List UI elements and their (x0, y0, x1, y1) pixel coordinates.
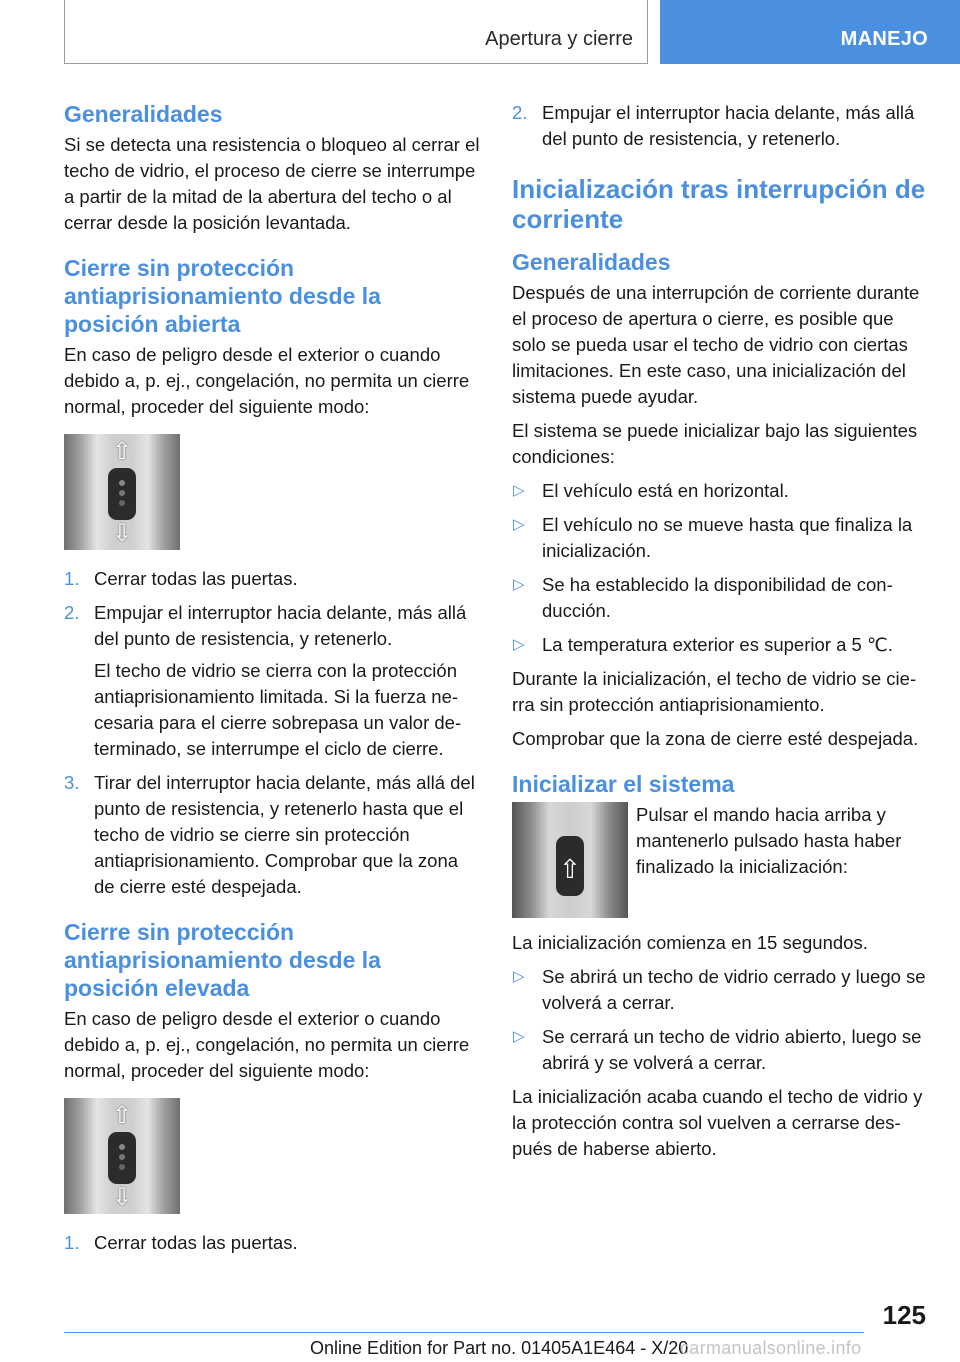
switch-press-image (512, 802, 628, 918)
triangle-bullet-icon: ▷ (513, 1028, 525, 1045)
header-section-box (64, 0, 648, 64)
list-item (512, 100, 928, 152)
paragraph-durante-inicializacion: Durante la inicialización, el techo de vidrio se cierra sin protección antiaprisionamiento. (512, 668, 917, 715)
list-item (64, 566, 480, 592)
step-text: Cerrar todas las puertas. (94, 1232, 298, 1253)
heading-inicializar-sistema: Inicializar el sistema (512, 771, 735, 797)
header-chapter-label: MANEJO (840, 28, 928, 50)
edition-text: Online Edition for Part no. 01405A1E464 - X/20 (310, 1338, 689, 1358)
init-figure (512, 802, 928, 920)
condition-text: El vehículo no se mueve hasta que finaliza la inicialización. (542, 514, 913, 561)
paragraph-interrupcion: Después de una interrupción de corriente durante el proceso de apertura o cierre, es posible que solo se pueda usar el techo de vidrio con ciertas limitaciones. En este caso, una inicialización del sistema puede ayudar. (512, 282, 920, 407)
footer-divider (64, 1332, 864, 1333)
list-item (512, 512, 928, 564)
heading-inicializacion-corriente: Inicialización tras interrupción de corriente (512, 174, 926, 234)
step-number: 2. (512, 102, 528, 123)
header-chapter-tab (660, 0, 960, 64)
triangle-bullet-icon: ▷ (513, 636, 525, 653)
list-item (512, 632, 928, 658)
list-item (64, 600, 480, 762)
init-bullet-text: Se cerrará un techo de vidrio abierto, luego se abrirá y se volverá a cerrar. (542, 1026, 922, 1073)
list-item (512, 572, 928, 624)
switch-push-pull-image (64, 434, 180, 550)
watermark-text: carmanualsonline.info (680, 1338, 862, 1358)
switch-push-pull-image (64, 1098, 180, 1214)
paragraph-generalidades: Si se detecta una resistencia o bloqueo al cerrar el techo de vidrio, el proceso de cierre se interrumpe a partir de la mitad de la abertura del techo o al cerrar desde la posición levantada. (64, 134, 480, 233)
roof-switch-graphic (108, 468, 136, 520)
condition-text: Se ha establecido la disponibilidad de conducción. (542, 574, 893, 621)
roof-switch-graphic (108, 1132, 136, 1184)
list-item (64, 770, 480, 900)
heading-cierre-posicion-elevada: Cierre sin protección antiaprisionamiento desde la posición elevada (64, 919, 381, 1001)
paragraph-condiciones-intro: El sistema se puede inicializar bajo las siguientes condiciones: (512, 420, 918, 467)
list-item (512, 964, 928, 1016)
right-column (512, 100, 928, 1170)
arrow-up-icon: ⇧ (559, 854, 581, 884)
triangle-bullet-icon: ▷ (513, 576, 525, 593)
triangle-bullet-icon: ▷ (513, 968, 525, 985)
step-number: 2. (64, 602, 80, 623)
heading-generalidades: Generalidades (64, 101, 223, 127)
init-bullet-text: Se abrirá un techo de vidrio cerrado y luego se volverá a cerrar. (542, 966, 926, 1013)
heading-generalidades-right: Generalidades (512, 249, 671, 275)
arrow-down-icon: ⇩ (111, 1184, 133, 1211)
list-item (512, 1024, 928, 1076)
paragraph-cierre-abierta: En caso de peligro desde el exterior o cuando debido a, p. ej., congelación, no permita un cierre normal, proceder del siguiente modo: (64, 344, 470, 417)
condition-text: El vehículo está en horizontal. (542, 480, 789, 501)
paragraph-comprobar-zona: Comprobar que la zona de cierre esté despejada. (512, 728, 919, 749)
page-number: 125 (882, 1300, 926, 1330)
paragraph-acaba: La inicialización acaba cuando el techo de vidrio y la protección contra sol vuelven a cerrarse después de haberse abierto. (512, 1086, 923, 1159)
step-text: Empujar el interruptor hacia delante, más allá del punto de resistencia, y retenerlo. (94, 602, 467, 649)
step-text: Empujar el interruptor hacia delante, más allá del punto de resistencia, y retenerlo. (542, 102, 915, 149)
paragraph-cierre-elevada: En caso de peligro desde el exterior o cuando debido a, p. ej., congelación, no permita un cierre normal, proceder del siguiente modo: (64, 1008, 470, 1081)
step-text: Tirar del interruptor hacia delante, más allá del punto de resistencia, y retenerlo hasta que el techo de vidrio se cierre sin protección antiaprisionamiento. Comprobar que la zona de cierre esté despejada. (94, 772, 475, 897)
arrow-up-icon: ⇧ (111, 438, 133, 465)
arrow-up-icon: ⇧ (111, 1102, 133, 1129)
step-number: 1. (64, 568, 80, 589)
condition-text: La temperatura exterior es superior a 5 ℃. (542, 634, 893, 655)
list-item (64, 1230, 480, 1256)
step-number: 1. (64, 1232, 80, 1253)
step-text: Cerrar todas las puertas. (94, 568, 298, 589)
arrow-down-icon: ⇩ (111, 520, 133, 547)
step-number: 3. (64, 772, 80, 793)
triangle-bullet-icon: ▷ (513, 516, 525, 533)
left-column (64, 100, 480, 1264)
triangle-bullet-icon: ▷ (513, 482, 525, 499)
step-note: El techo de vidrio se cierra con la protección antiaprisionamiento limitada. Si la fuerza necesaria para el cierre sobrepasa un valor determinado, se interrumpe el ciclo de cierre. (94, 660, 462, 759)
paragraph-pulsar-mando: Pulsar el mando hacia arriba y mantenerlo pulsado hasta haber finalizado la inicialización: (636, 804, 902, 877)
heading-cierre-posicion-abierta: Cierre sin protección antiaprisionamiento desde la posición abierta (64, 255, 381, 337)
list-item (512, 478, 928, 504)
paragraph-comienza: La inicialización comienza en 15 segundos. (512, 932, 868, 953)
header-section-title: Apertura y cierre (485, 28, 633, 50)
